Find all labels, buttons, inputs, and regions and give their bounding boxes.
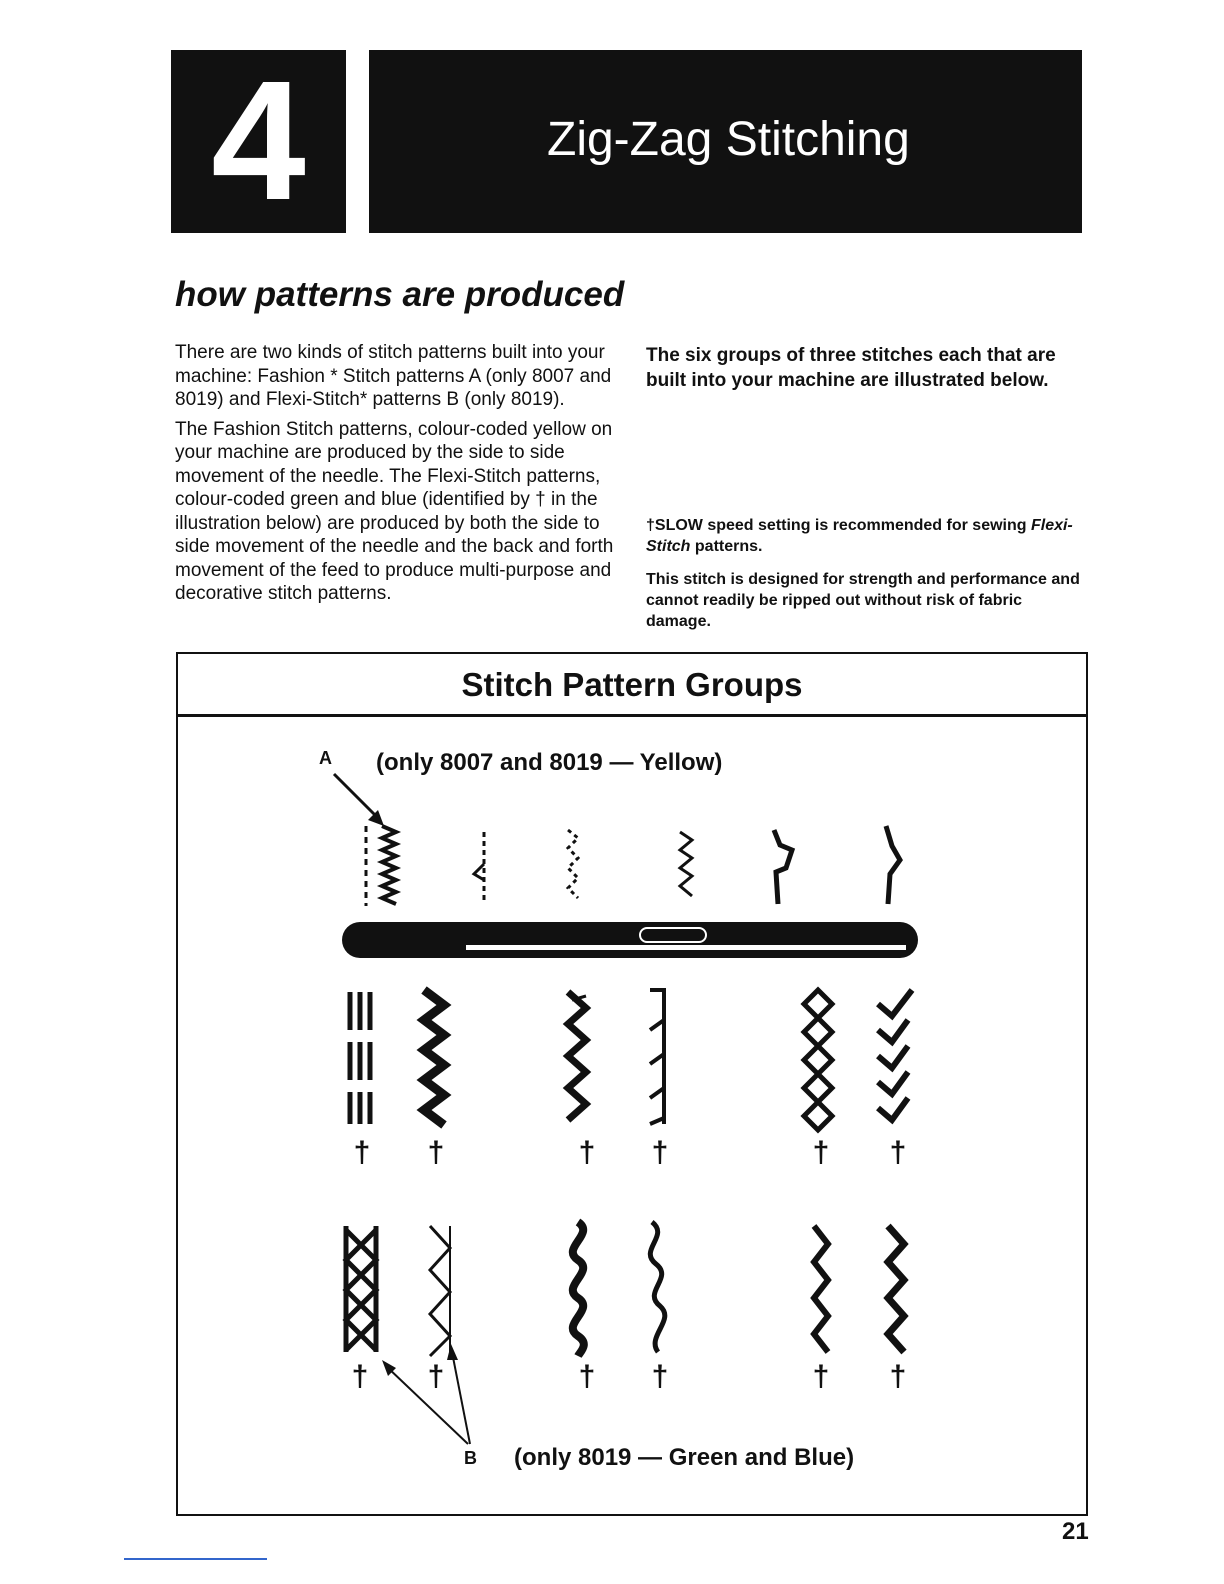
stitch-triple-straight [350, 992, 370, 1124]
slow-note-suffix: patterns. [690, 538, 763, 555]
paragraph-stitch-kinds: There are two kinds of stitch patterns built into your machine: Fashion * Stitch patterns A (only 8007 and 8019) and Flexi-Stitch* patterns B (only 8019). [175, 342, 612, 410]
group-b-label: (only 8019 — Green and Blue) [514, 1444, 855, 1471]
dagger-mark: † [812, 1360, 830, 1393]
dagger-mark: † [812, 1136, 830, 1169]
footnote-rule [124, 1558, 267, 1560]
dagger-mark: † [651, 1360, 669, 1393]
right-column-intro: The six groups of three stitches each that are built into your machine are illustrated below. [646, 345, 1056, 391]
page-number: 21 [1062, 1518, 1089, 1545]
slow-note-emphasis: Flexi-Stitch [646, 517, 1073, 555]
panel-title: Stitch Pattern Groups [178, 654, 1086, 717]
marker-b: B [464, 1448, 477, 1468]
group-a-label: (only 8007 and 8019 — Yellow) [376, 749, 723, 776]
stitch-arrowhead-chevron [878, 990, 912, 1120]
selector-bar [342, 922, 918, 958]
stitch-small-zigzag-dashed [568, 830, 578, 898]
stitch-domino [774, 830, 792, 904]
dagger-mark: † [889, 1136, 907, 1169]
chapter-number: 4 [171, 50, 346, 233]
arrow-b-head-2 [447, 1344, 458, 1360]
stitch-serpentine [814, 1226, 828, 1352]
dagger-mark: † [353, 1136, 371, 1169]
marker-a: A [319, 748, 332, 768]
dagger-mark: † [578, 1136, 596, 1169]
stitch-scallop [680, 832, 692, 896]
dagger-mark: † [889, 1360, 907, 1393]
dagger-mark: † [651, 1136, 669, 1169]
stitch-diamond-chain [804, 990, 832, 1130]
stitch-shell [886, 826, 900, 904]
strength-note: This stitch is designed for strength and performance and cannot readily be ripped out without risk of fabric damage. [646, 571, 1080, 630]
dagger-mark: † [351, 1360, 369, 1393]
stitch-wave-thin [650, 1222, 665, 1352]
stitch-satin-zigzag [382, 826, 396, 904]
paragraph-colour-coding: The Fashion Stitch patterns, colour-coded yellow on your machine are produced by the side to side movement of the needle. The Flexi-Stitch patterns, colour-coded green and blue (identified by † in the illustration below) are produced by both the side to side movement of the needle and the back and forth movement of the feed to produce multi-purpose and decorative stitch patterns. [175, 418, 614, 604]
dagger-mark: † [427, 1360, 445, 1393]
slow-note-prefix: †SLOW speed setting is recommended for sewing [646, 517, 1031, 534]
stitch-wave-thick [573, 1222, 584, 1356]
stitch-blanket [650, 990, 664, 1124]
arrow-a-line [334, 774, 378, 818]
chapter-title: Zig-Zag Stitching [547, 113, 910, 166]
dagger-mark: † [578, 1360, 596, 1393]
stitch-feather [568, 992, 586, 1120]
stitch-cross-box [346, 1226, 376, 1352]
section-heading: how patterns are produced [175, 275, 625, 314]
selector-bar-slot [466, 945, 906, 950]
dagger-mark: † [427, 1136, 445, 1169]
stitch-ric-rac [424, 990, 444, 1125]
stitch-thin-zigzag [430, 1226, 450, 1356]
stitch-serpentine-bold [888, 1226, 904, 1352]
